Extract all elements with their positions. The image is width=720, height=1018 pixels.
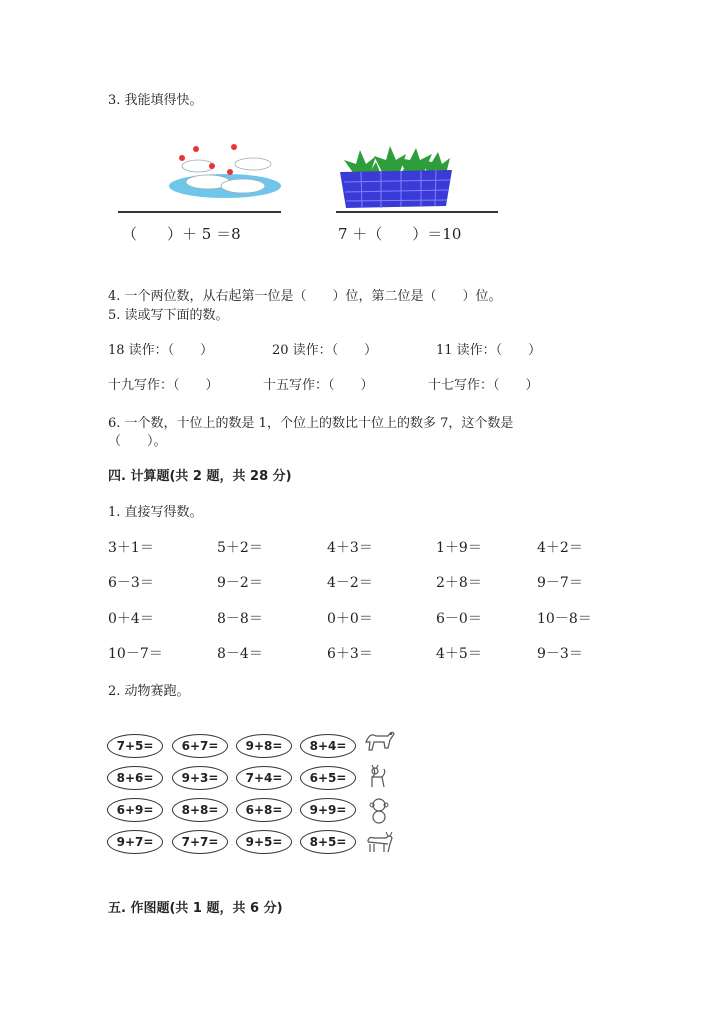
race-expression: 8+6= xyxy=(107,766,163,790)
q5-read-18: 18 读作：（ ） xyxy=(108,343,214,358)
calc-item: 3＋1＝ xyxy=(108,540,154,556)
calc-item: 4＋3＝ xyxy=(327,540,373,556)
deer-icon xyxy=(362,761,396,791)
calc-item: 6－0＝ xyxy=(436,611,482,627)
q3-line-left xyxy=(118,211,281,213)
basket-illustration xyxy=(336,146,456,212)
q4-text: 4. 一个两位数，从右起第一位是（ ）位，第二位是（ ）位。 xyxy=(108,289,502,304)
calc-item: 1＋9＝ xyxy=(436,540,482,556)
calc-item: 4＋5＝ xyxy=(436,646,482,662)
calc-item: 9－2＝ xyxy=(217,575,263,591)
race-expression: 9+5= xyxy=(236,830,292,854)
section4-q1-title: 1. 直接写得数。 xyxy=(108,505,203,520)
q3-line-right xyxy=(336,211,498,213)
race-expression: 7+7= xyxy=(172,830,228,854)
goat-icon xyxy=(362,828,396,858)
calc-item: 6－3＝ xyxy=(108,575,154,591)
race-expression: 7+5= xyxy=(107,734,163,758)
race-expression: 7+4= xyxy=(236,766,292,790)
race-expression: 9+9= xyxy=(300,798,356,822)
q3-equation-left: （ ）＋ 5 ＝8 xyxy=(122,225,241,243)
section4-q2-title: 2. 动物赛跑。 xyxy=(108,684,190,699)
section5-heading: 五. 作图题(共 1 题，共 6 分) xyxy=(108,901,283,916)
race-expression: 6+5= xyxy=(300,766,356,790)
q5-write-17: 十七写作：（ ） xyxy=(428,378,539,393)
calc-item: 5＋2＝ xyxy=(217,540,263,556)
section4-heading: 四. 计算题(共 2 题，共 28 分) xyxy=(108,469,292,484)
calc-item: 0＋4＝ xyxy=(108,611,154,627)
race-expression: 6+7= xyxy=(172,734,228,758)
q6-line2: （ ）。 xyxy=(108,434,167,449)
calc-item: 8－4＝ xyxy=(217,646,263,662)
calc-item: 10－8＝ xyxy=(537,611,592,627)
calc-item: 0＋0＝ xyxy=(327,611,373,627)
race-expression: 9+8= xyxy=(236,734,292,758)
race-expression: 8+5= xyxy=(300,830,356,854)
calc-item: 9－3＝ xyxy=(537,646,583,662)
calc-item: 10－7＝ xyxy=(108,646,163,662)
q5-read-20: 20 读作：（ ） xyxy=(272,343,378,358)
q5-write-19: 十九写作：（ ） xyxy=(108,378,219,393)
race-expression: 8+8= xyxy=(172,798,228,822)
race-expression: 9+7= xyxy=(107,830,163,854)
q6-line1: 6. 一个数，十位上的数是 1，个位上的数比十位上的数多 7，这个数是 xyxy=(108,416,514,431)
q5-write-15: 十五写作：（ ） xyxy=(263,378,374,393)
calc-item: 9－7＝ xyxy=(537,575,583,591)
race-expression: 6+9= xyxy=(107,798,163,822)
race-expression: 8+4= xyxy=(300,734,356,758)
q3-equation-right: 7 ＋（ ）＝10 xyxy=(338,225,462,243)
race-expression: 9+3= xyxy=(172,766,228,790)
race-expression: 6+8= xyxy=(236,798,292,822)
q3-title: 3. 我能填得快。 xyxy=(108,93,203,108)
calc-item: 6＋3＝ xyxy=(327,646,373,662)
calc-item: 4－2＝ xyxy=(327,575,373,591)
q5-read-11: 11 读作：（ ） xyxy=(436,343,542,358)
calc-item: 2＋8＝ xyxy=(436,575,482,591)
calc-item: 8－8＝ xyxy=(217,611,263,627)
swans-illustration xyxy=(168,142,283,200)
q5-title: 5. 读或写下面的数。 xyxy=(108,308,229,323)
monkey-icon xyxy=(362,795,396,825)
horse-icon xyxy=(362,726,396,756)
calc-item: 4＋2＝ xyxy=(537,540,583,556)
